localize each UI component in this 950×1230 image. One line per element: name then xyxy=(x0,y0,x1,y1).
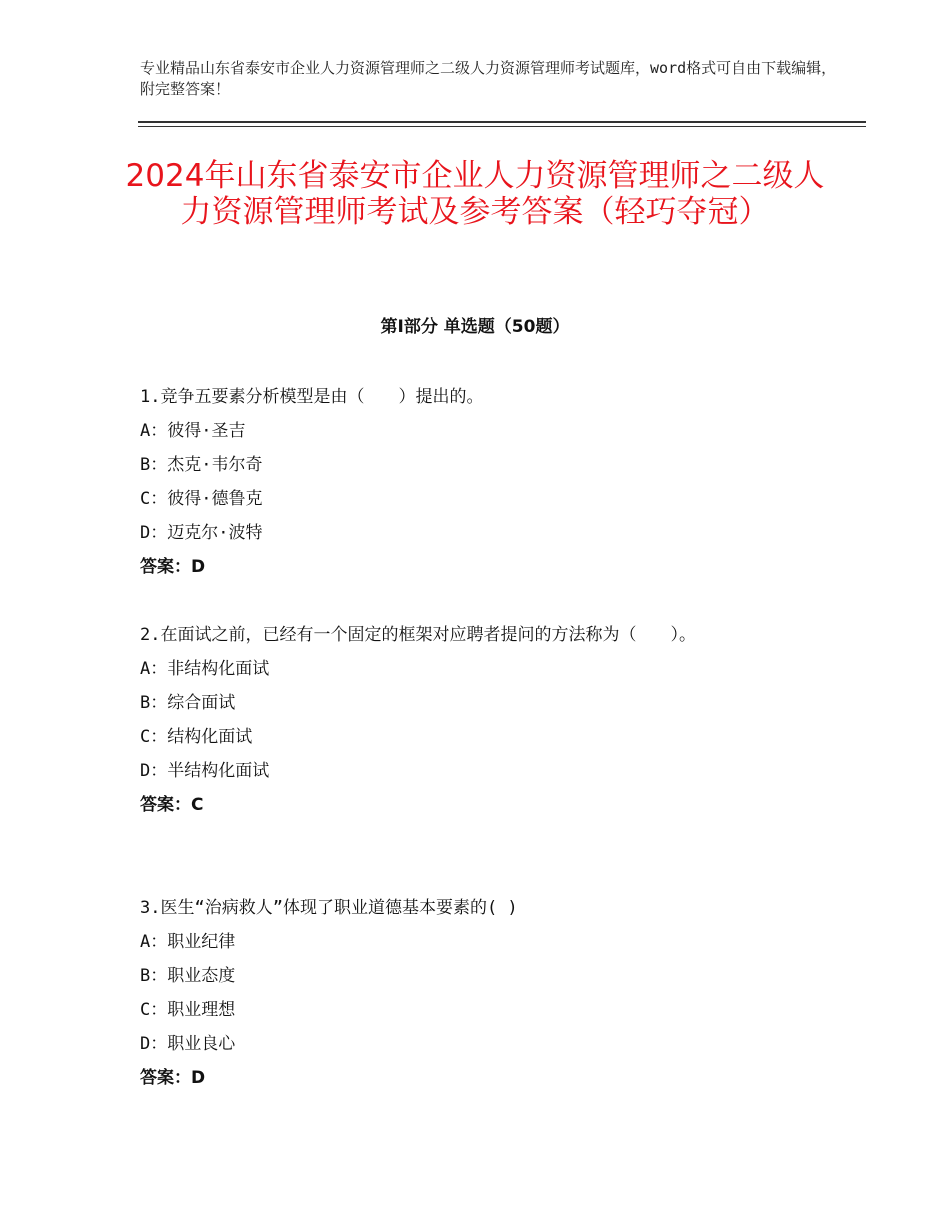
header-note: 专业精品山东省泰安市企业人力资源管理师之二级人力资源管理师考试题库，word格式可自由下载编辑，附完整答案！ xyxy=(140,59,837,98)
document-title: 2024年山东省泰安市企业人力资源管理师之二级人力资源管理师考试及参考答案（轻巧夺冠） xyxy=(125,158,825,230)
header-divider-thin xyxy=(138,126,866,127)
question-stem: 2.在面试之前，已经有一个固定的框架对应聘者提问的方法称为（ ）。 xyxy=(140,625,696,645)
option-d: D：职业良心 xyxy=(140,1034,236,1054)
option-c: C：职业理想 xyxy=(140,1000,236,1020)
section-heading: 第Ⅰ部分 单选题（50题） xyxy=(380,317,570,337)
option-a: A：彼得·圣吉 xyxy=(140,421,246,441)
option-a: A：非结构化面试 xyxy=(140,659,270,679)
question-1 xyxy=(140,380,800,584)
option-b: B：综合面试 xyxy=(140,693,236,713)
option-d: D：半结构化面试 xyxy=(140,761,270,781)
question-stem: 3.医生“治病救人”体现了职业道德基本要素的( ) xyxy=(140,898,518,918)
option-a: A：职业纪律 xyxy=(140,932,236,952)
option-c: C：彼得·德鲁克 xyxy=(140,489,263,509)
option-c: C：结构化面试 xyxy=(140,727,253,747)
answer: 答案：C xyxy=(140,795,204,815)
question-2 xyxy=(140,618,800,822)
option-b: B：杰克·韦尔奇 xyxy=(140,455,263,475)
question-3 xyxy=(140,891,800,1095)
answer: 答案：D xyxy=(140,1068,206,1088)
question-stem: 1.竞争五要素分析模型是由（ ）提出的。 xyxy=(140,387,484,407)
option-b: B：职业态度 xyxy=(140,966,236,986)
option-d: D：迈克尔·波特 xyxy=(140,523,263,543)
answer: 答案：D xyxy=(140,557,206,577)
header-divider-thick xyxy=(138,121,866,123)
